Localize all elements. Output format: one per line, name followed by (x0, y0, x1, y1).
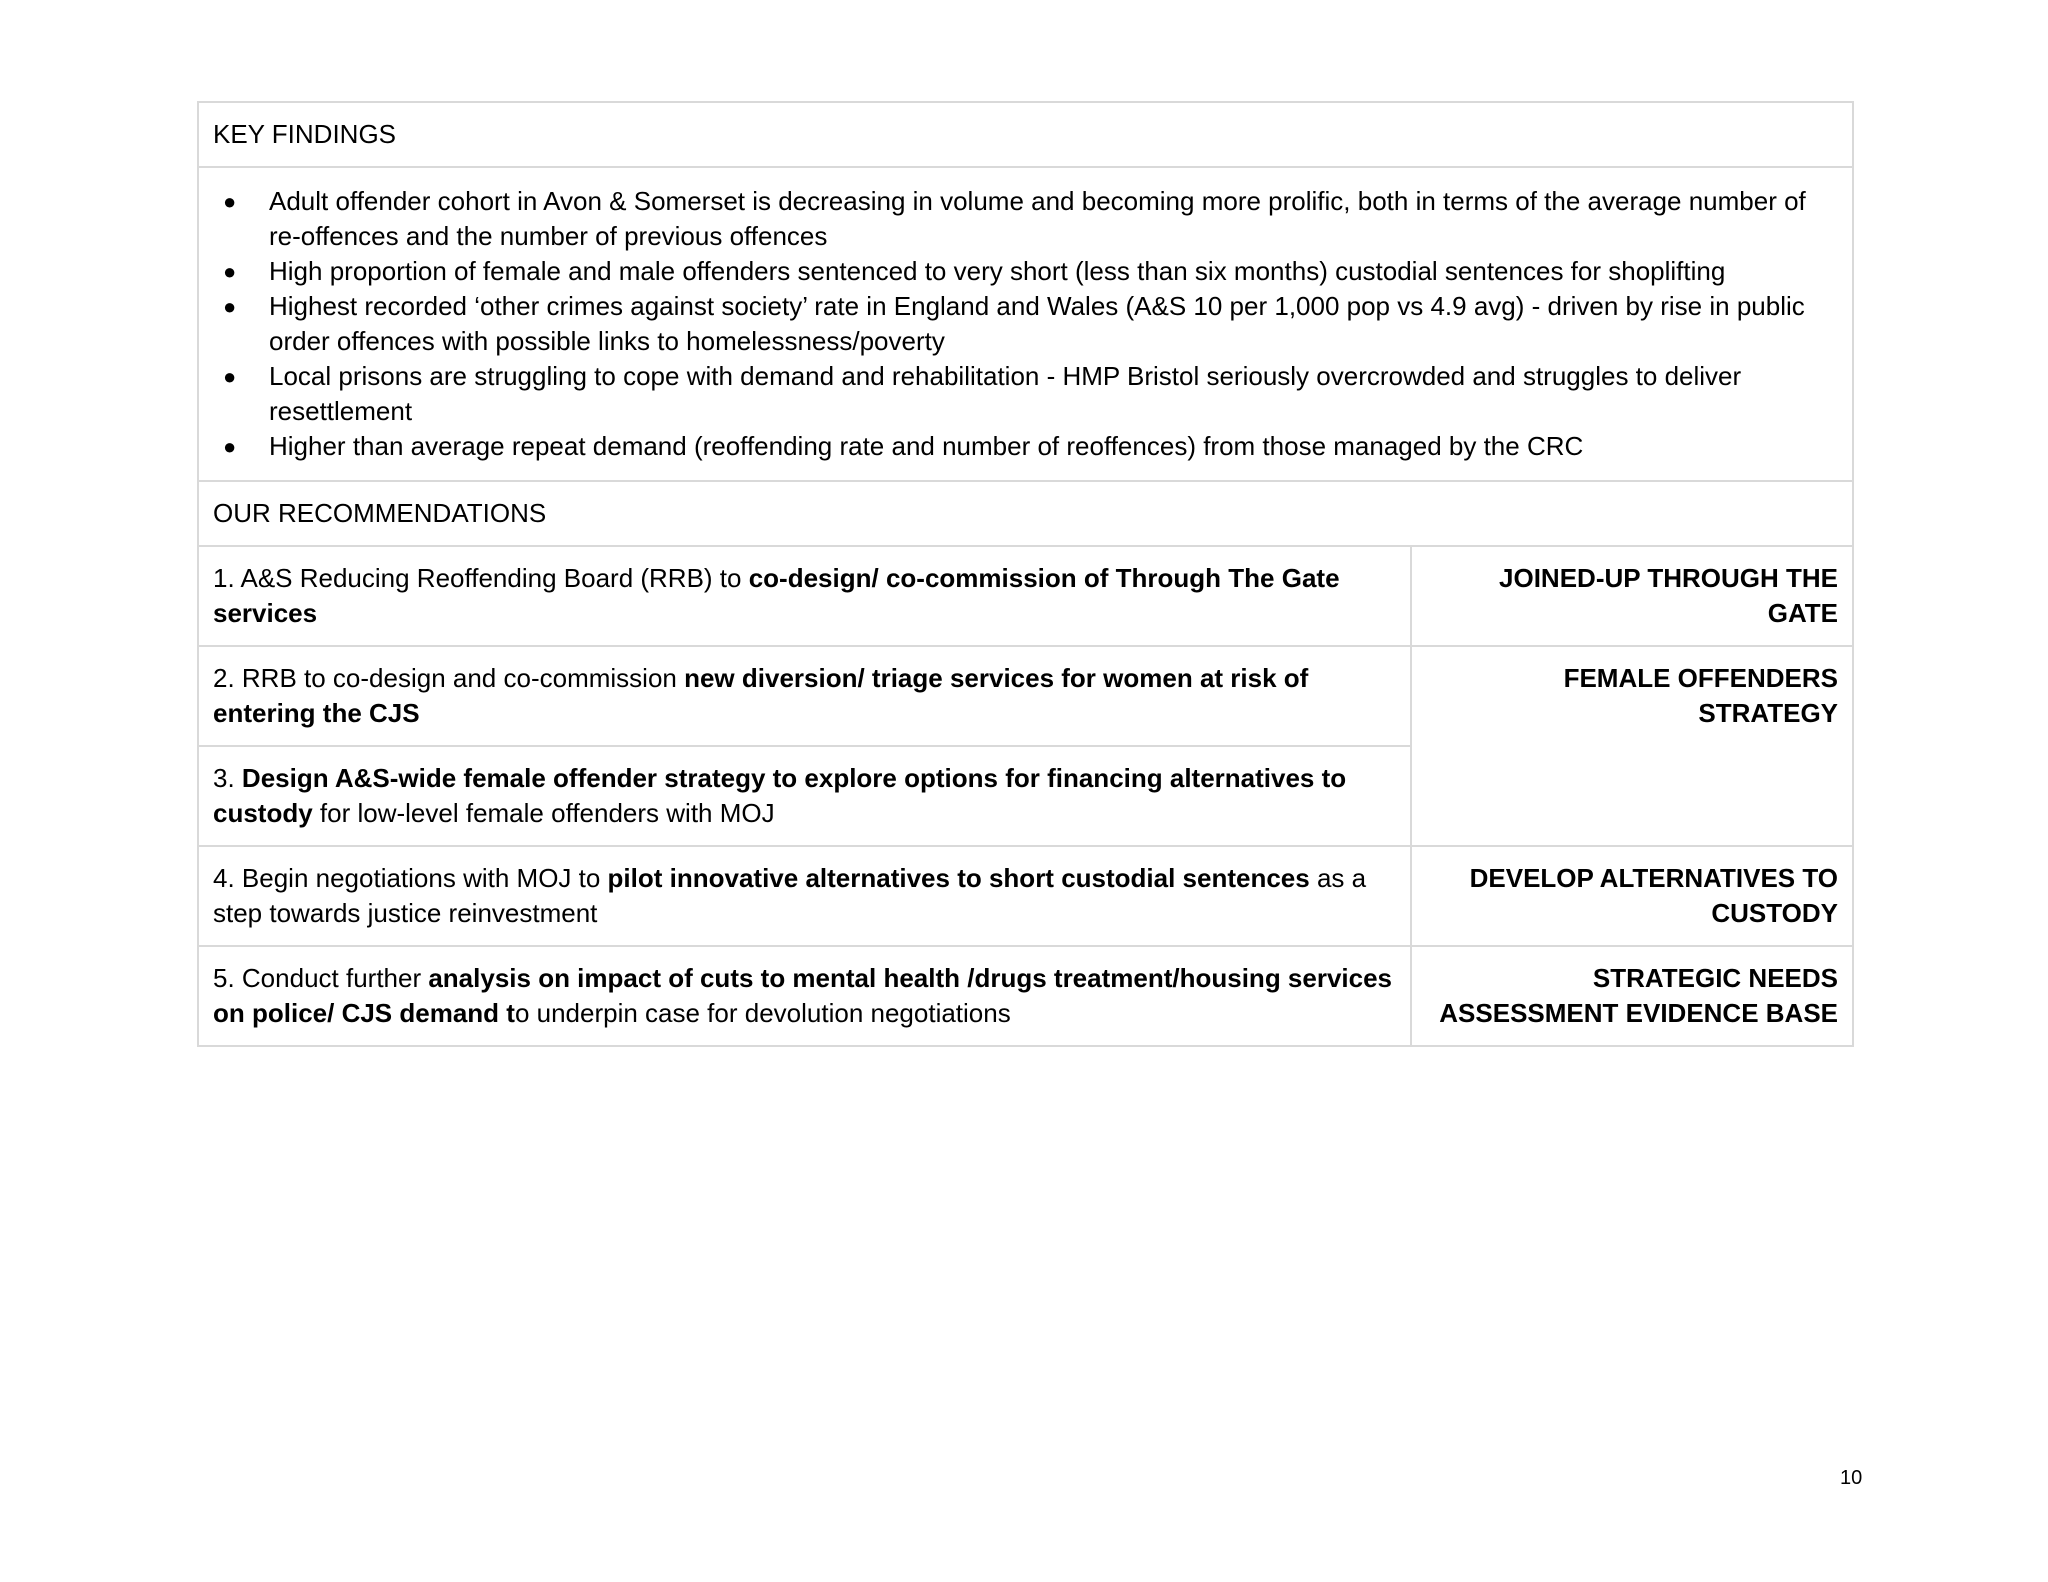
recommendation-row-2 (198, 646, 1853, 746)
finding-item (213, 184, 1838, 254)
bullet-icon: ● (223, 189, 237, 214)
rec-text: 5. Conduct further (213, 963, 429, 993)
recommendation-3 (198, 746, 1411, 846)
recommendation-row-5 (198, 946, 1853, 1046)
bullet-icon: ● (223, 259, 237, 284)
finding-item (213, 429, 1838, 464)
finding-text: Adult offender cohort in Avon & Somerset is decreasing in volume and becoming more prolific, both in terms of the average number of re-offences and the number of previous offences (269, 186, 1806, 251)
finding-text: Higher than average repeat demand (reoffending rate and number of reoffences) from those managed by the CRC (269, 431, 1584, 461)
rec-text: for low-level female offenders with MOJ (312, 798, 775, 828)
theme-alternatives-to-custody: DEVELOP ALTERNATIVES TO CUSTODY (1411, 846, 1853, 946)
finding-item (213, 254, 1838, 289)
key-findings-heading: KEY FINDINGS (198, 102, 1853, 167)
bullet-icon: ● (223, 434, 237, 459)
rec-text: 1. A&S Reducing Reoffending Board (RRB) to (213, 563, 749, 593)
key-findings-header-row (198, 102, 1853, 167)
finding-item (213, 359, 1838, 429)
rec-text: o underpin case for devolution negotiations (514, 998, 1011, 1028)
rec-bold-text: analysis on impact of cuts to mental health /drugs treatment/housing services on police/ CJS demand t (213, 963, 1393, 1028)
finding-text: Local prisons are struggling to cope with demand and rehabilitation - HMP Bristol seriously overcrowded and struggles to deliver resettlement (269, 361, 1742, 426)
finding-text: Highest recorded ‘other crimes against society’ rate in England and Wales (A&S 10 per 1,000 pop vs 4.9 avg) - driven by rise in public order offences with possible links to homelessness/poverty (269, 291, 1805, 356)
rec-text: 2. RRB to co-design and co-commission (213, 663, 685, 693)
recommendation-5 (198, 946, 1411, 1046)
rec-bold-text: pilot innovative alternatives to short custodial sentences (607, 863, 1310, 893)
page-number: 10 (1840, 1467, 1863, 1489)
recommendation-2 (198, 646, 1411, 746)
finding-item (213, 289, 1838, 359)
recommendations-heading: OUR RECOMMENDATIONS (198, 481, 1853, 546)
theme-female-offenders: FEMALE OFFENDERS STRATEGY (1411, 646, 1853, 846)
bullet-icon: ● (223, 294, 237, 319)
key-findings-cell (198, 167, 1853, 481)
rec-bold-text: Design A&S-wide female offender strategy to explore options for financing alternatives to custody (213, 763, 1347, 828)
findings-recommendations-table (197, 101, 1854, 1047)
theme-joined-up: JOINED-UP THROUGH THE GATE (1411, 546, 1853, 646)
key-findings-row (198, 167, 1853, 481)
recommendations-header-row (198, 481, 1853, 546)
recommendation-1 (198, 546, 1411, 646)
rec-bold-text: new diversion/ triage services for women at risk of entering the CJS (213, 663, 1309, 728)
rec-text: as a step towards justice reinvestment (213, 863, 1367, 928)
rec-text: 3. (213, 763, 242, 793)
recommendation-4 (198, 846, 1411, 946)
theme-needs-assessment: STRATEGIC NEEDS ASSESSMENT EVIDENCE BASE (1411, 946, 1853, 1046)
rec-bold-text: co-design/ co-commission of Through The Gate services (213, 563, 1340, 628)
bullet-icon: ● (223, 364, 237, 389)
rec-text: 4. Begin negotiations with MOJ to (213, 863, 608, 893)
recommendation-row-1 (198, 546, 1853, 646)
key-findings-list (213, 184, 1838, 464)
recommendation-row-4 (198, 846, 1853, 946)
finding-text: High proportion of female and male offenders sentenced to very short (less than six months) custodial sentences for shoplifting (269, 256, 1726, 286)
